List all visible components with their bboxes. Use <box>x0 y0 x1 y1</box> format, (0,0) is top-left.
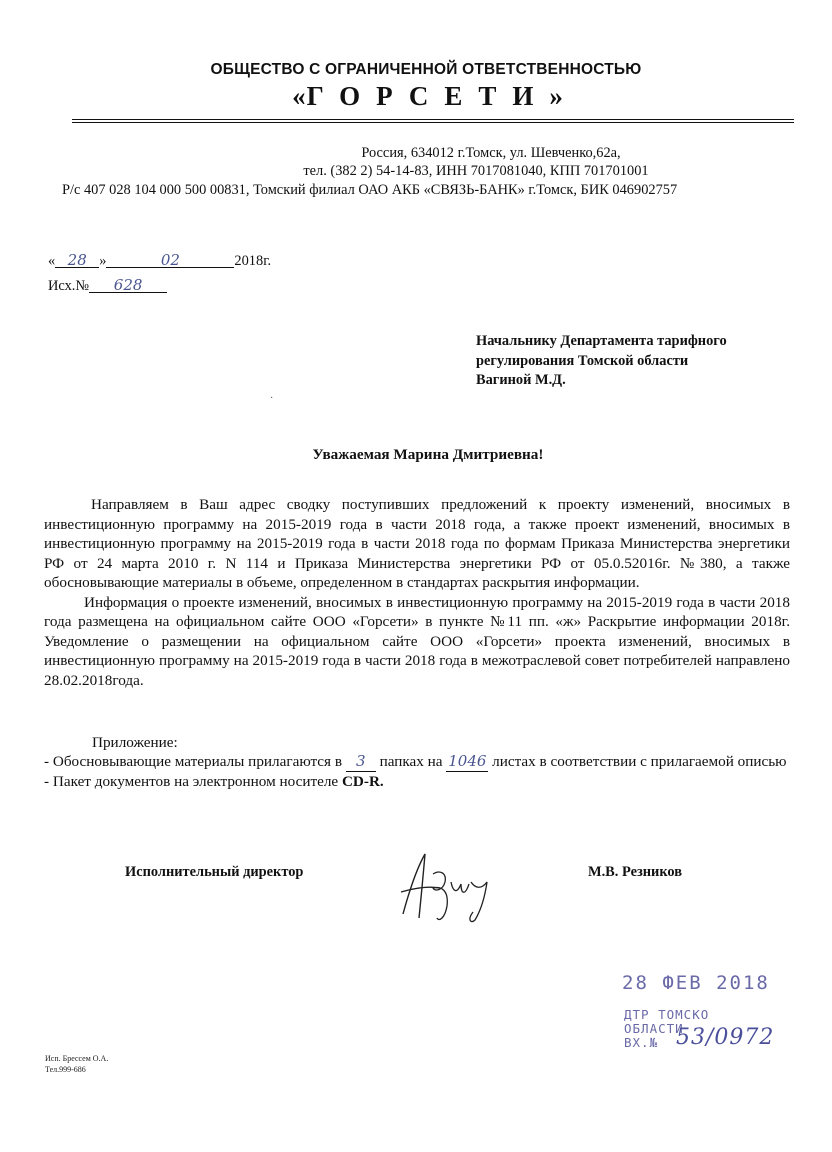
org-contacts: тел. (382 2) 54-14-83, ИНН 7017081040, КПП 701701001 <box>303 163 649 179</box>
org-name-open-quote: « <box>292 81 307 111</box>
date-open-quote: « <box>48 253 56 269</box>
signer-name: М.В. Резников <box>588 864 683 880</box>
organization-name <box>0 81 832 112</box>
date-year: 2018г. <box>234 253 272 269</box>
attachment-folder-count: 3 <box>346 752 376 772</box>
attachment-item-1-text-c: листах в соответствии с прилагаемой описью <box>488 753 787 770</box>
stamp-line-1: ДТР ТОМСКО <box>624 1007 710 1022</box>
attachment-media-type: CD-R. <box>341 773 384 790</box>
addressee-block <box>476 332 727 391</box>
letterhead-rule-bottom <box>72 122 794 123</box>
executor-name: Исп. Брессем О.А. <box>45 1054 109 1063</box>
attachments-heading: Приложение: <box>92 734 178 751</box>
outgoing-number <box>48 276 167 295</box>
addressee-line-2: регулирования Томской области <box>476 352 689 369</box>
salutation: Уважаемая Марина Дмитриевна! <box>312 446 544 463</box>
handwritten-signature <box>395 848 505 928</box>
stamp-line-2: ОБЛАСТИ <box>624 1021 684 1036</box>
org-address: Россия, 634012 г.Томск, ул. Шевченко,62а, <box>361 145 621 161</box>
addressee-line-3: Вагиной М.Д. <box>476 372 566 388</box>
org-name-close-quote: » <box>549 81 564 111</box>
letterhead-rule-top <box>72 119 794 120</box>
addressee-line-1: Начальнику Департамента тарифного <box>476 333 727 349</box>
scan-speck: · <box>270 393 274 404</box>
organization-type: ОБЩЕСТВО С ОГРАНИЧЕННОЙ ОТВЕТСТВЕННОСТЬЮ <box>210 61 642 78</box>
body-paragraph-2: Информация о проекте изменений, вносимых в инвестиционную программу на 2015-2019 года в части 2018 года размещена на официальном сайте ООО «Горсети» в пункте №11 пп. «ж» Раскрытие информации 2018г. Уведомление о размещении на официальном сайте ООО «Горсети» проекта изменений, вносимых в инвестиционную программу на 2015-2019 года в части 2018 года в межотраслевой совет потребителей направлено 28.02.2018года. <box>44 593 790 689</box>
letter-body <box>44 495 790 690</box>
org-name-text: ГОРСЕТИ <box>306 81 550 111</box>
body-paragraph-1: Направляем в Ваш адрес сводку поступивших предложений к проекту изменений, вносимых в инвестиционную программу на 2015-2019 года в части 2018 года, а также проект изменений, вносимых в инвестиционную программу на 2015-2019 года в части 2018 года по формам Приказа Министерства энергетики РФ от 24 марта 2010 г. N 114 и Приказа Министерства энергетики РФ от 05.0.52016г. №380, а также обосновывающие материалы в объеме, определенном в стандартах раскрытия информации. <box>44 496 790 591</box>
stamp-date: 28 ФЕВ 2018 <box>622 972 770 994</box>
outgoing-number-value: 628 <box>89 276 167 293</box>
signer-role: Исполнительный директор <box>125 864 304 880</box>
stamp-line-3: ВХ.№ <box>624 1035 659 1050</box>
stamp-number: 53/0972 <box>676 1025 775 1050</box>
attachment-item-2-text: - Пакет документов на электронном носителе <box>44 773 342 790</box>
executor-info <box>45 1053 108 1075</box>
date-close-quote: » <box>99 253 107 269</box>
document-date <box>48 251 271 270</box>
org-bank-details: Р/с 407 028 104 000 500 00831, Томский филиал ОАО АКБ «СВЯЗЬ-БАНК» г.Томск, БИК 046902757 <box>62 182 678 198</box>
attachment-sheet-count: 1046 <box>448 752 487 770</box>
incoming-stamp <box>616 972 796 1072</box>
attachment-item-2 <box>44 772 790 791</box>
attachment-item-1-text-a: - Обосновывающие материалы прилагаются в <box>44 753 346 770</box>
attachment-item-1 <box>44 752 790 772</box>
attachment-item-1-text-b: папках на <box>375 753 447 770</box>
executor-phone: Тел.999-686 <box>45 1065 86 1074</box>
date-day: 28 <box>55 251 99 268</box>
date-month: 02 <box>106 251 234 268</box>
attachments <box>44 733 790 791</box>
outgoing-label: Исх.№ <box>48 278 90 294</box>
